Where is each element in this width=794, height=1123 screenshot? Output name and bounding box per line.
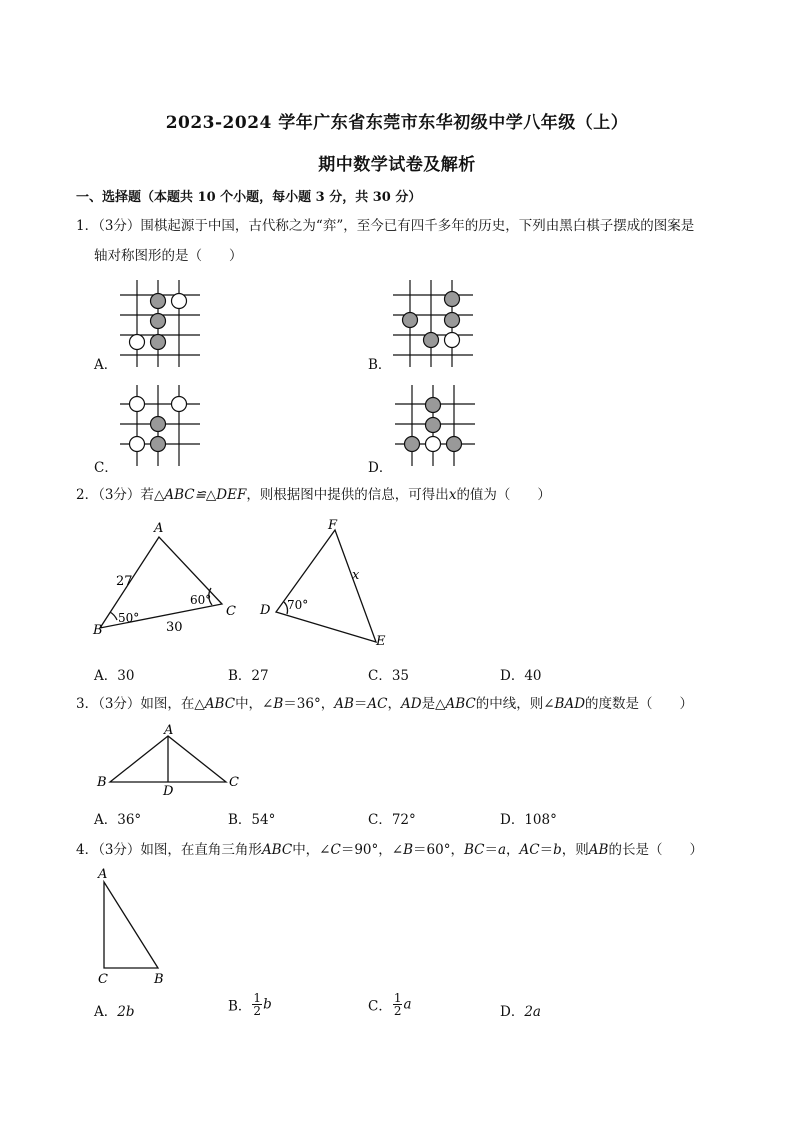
q2-label-angle-b: 50° xyxy=(118,611,140,625)
q2-option-b[interactable]: B．27 xyxy=(228,668,269,684)
q4-label-c: C xyxy=(98,972,108,987)
q3-label-b: B xyxy=(97,775,107,790)
q2-figure-triangles xyxy=(88,515,408,645)
q4-option-c-fraction: $\frac{1}{2}$ xyxy=(393,991,402,1018)
go-pattern-a xyxy=(110,275,210,370)
q2-label-e: E xyxy=(376,634,386,645)
q2-label-angle-c: 60° xyxy=(190,593,212,607)
q2-label-c: C xyxy=(226,604,236,619)
page-title: 2023-2024 学年广东省东莞市东华初级中学八年级（上） xyxy=(165,113,629,133)
q4-option-b-fraction: $\frac{1}{2}$ xyxy=(253,991,262,1018)
q2-option-c[interactable]: C．35 xyxy=(368,668,410,684)
go-pattern-c xyxy=(110,380,210,470)
q2-label-d: D xyxy=(260,603,271,618)
q2-label-b: B xyxy=(93,623,103,638)
q2-label-x: x xyxy=(352,568,360,583)
q2-label-f: F xyxy=(328,518,338,533)
q4-option-a[interactable]: A．2b xyxy=(94,1004,135,1020)
q4-figure-right-triangle xyxy=(88,862,178,992)
q1-option-c-label[interactable]: C． xyxy=(94,460,118,476)
q3-option-c[interactable]: C．72° xyxy=(368,812,416,828)
q2-label-a: A xyxy=(154,521,164,536)
q2-label-27: 27 xyxy=(116,574,133,589)
q1-option-a-label[interactable]: A． xyxy=(94,357,118,373)
go-pattern-b xyxy=(383,275,483,370)
q4-option-b[interactable]: B． $\frac{1}{2}$ b xyxy=(228,991,272,1018)
go-pattern-d xyxy=(390,380,490,470)
q3-option-d[interactable]: D．108° xyxy=(500,812,557,828)
q4-label-b: B xyxy=(154,972,164,987)
q3-option-b[interactable]: B．54° xyxy=(228,812,276,828)
q4-label-a: A xyxy=(98,867,108,882)
q2-label-angle-d: 70° xyxy=(287,598,309,612)
q2-label-30: 30 xyxy=(166,620,183,635)
q4-option-c[interactable]: C． $\frac{1}{2}$ a xyxy=(368,991,412,1018)
q1-option-b-label[interactable]: B． xyxy=(368,357,392,373)
q3-option-a[interactable]: A．36° xyxy=(94,812,142,828)
q3-label-d: D xyxy=(163,784,174,799)
page-subtitle: 期中数学试卷及解析 xyxy=(318,155,476,175)
q3-label-c: C xyxy=(229,775,239,790)
q3-figure-isosceles xyxy=(92,720,252,800)
q4-stem: 4．（3分）如图，在直角三角形ABC中，∠C＝90°，∠B＝60°，BC＝a，AC＝b，则AB的长是（ ） xyxy=(76,842,703,858)
q1-stem: 1．（3分）围棋起源于中国，古代称之为“弈”，至今已有四千多年的历史，下列由黑白棋子摆成的图案是 xyxy=(76,218,695,234)
q2-stem: 2．（3分）若△ABC≌△DEF，则根据图中提供的信息，可得出x的值为（ ） xyxy=(76,487,551,503)
q4-option-d[interactable]: D．2a xyxy=(500,1004,541,1020)
q3-label-a: A xyxy=(164,723,174,738)
q2-option-a[interactable]: A．30 xyxy=(94,668,135,684)
q2-option-d[interactable]: D．40 xyxy=(500,668,542,684)
q1-option-d-label[interactable]: D． xyxy=(368,460,393,476)
section-header: 一、选择题（本题共 10 个小题，每小题 3 分，共 30 分） xyxy=(76,190,422,205)
q1-stem-line2: 轴对称图形的是（ ） xyxy=(94,248,243,264)
q3-stem: 3．（3分）如图，在△ABC中，∠B＝36°，AB＝AC，AD是△ABC的中线，则∠BAD的度数是（ ） xyxy=(76,696,694,712)
